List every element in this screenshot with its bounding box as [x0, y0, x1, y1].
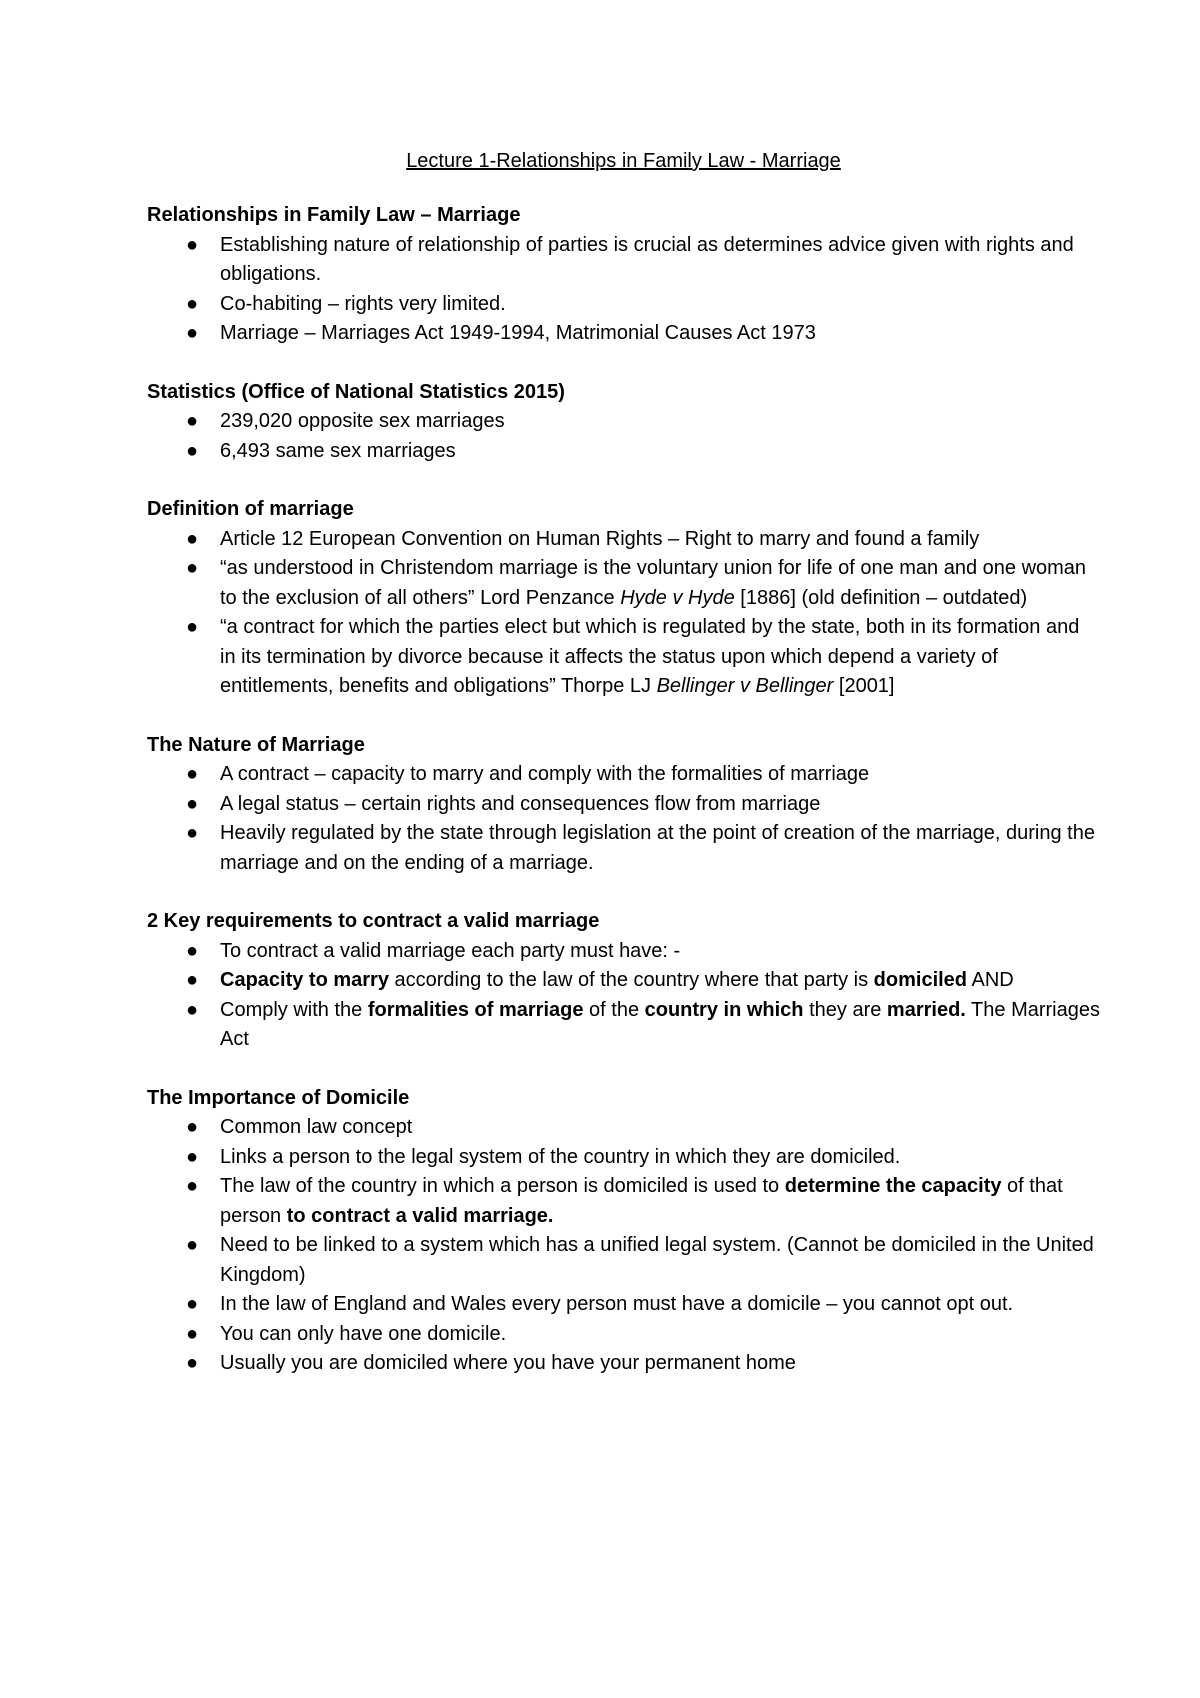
- list-item: [185, 290, 1100, 320]
- list-item-text: Need to be linked to a system which has a unified legal system. (Cannot be domiciled in the United Kingdom): [220, 1234, 1094, 1286]
- section-heading: The Nature of Marriage: [147, 733, 365, 756]
- bullet-icon: ●: [185, 322, 199, 344]
- list-item: [185, 1320, 1100, 1350]
- section: [147, 201, 1100, 349]
- list-item-text: married.: [886, 998, 966, 1021]
- list-item-text: “a contract for which the parties elect but which is regulated by the state, both in its formation and in its termination by divorce because it affects the status upon which depend a variety of entitlements, benefits and obligations” Thorpe LJ: [220, 616, 1080, 697]
- bullet-icon: ●: [185, 1322, 199, 1345]
- section: [147, 907, 1100, 1055]
- bullet-icon: ●: [185, 1293, 199, 1315]
- list-item-text: according to the law of the country where that party is: [388, 969, 874, 991]
- section-heading: Definition of marriage: [147, 498, 354, 520]
- list-item-text: Capacity to marry: [220, 969, 389, 991]
- bullet-icon: ●: [185, 969, 199, 991]
- section-heading: 2 Key requirements to contract a valid marriage: [147, 910, 600, 932]
- list-item: [185, 1143, 1100, 1173]
- list-item: [185, 437, 1100, 467]
- bullet-list: [147, 231, 1100, 349]
- list-item-text: To contract a valid marriage each party must have: -: [220, 939, 681, 962]
- list-item: [185, 231, 1100, 290]
- list-item-text: 239,020 opposite sex marriages: [220, 410, 505, 432]
- section: [147, 731, 1100, 879]
- list-item: [185, 760, 1100, 790]
- list-item-text: determine the capacity: [784, 1175, 1002, 1197]
- list-item: [185, 554, 1100, 613]
- bullet-list: [147, 407, 1100, 466]
- list-item-text: 6,493 same sex marriages: [220, 439, 456, 462]
- list-item: [185, 1231, 1100, 1290]
- bullet-list: [147, 760, 1100, 878]
- bullet-icon: ●: [185, 822, 199, 844]
- section: [147, 495, 1100, 702]
- bullet-icon: ●: [185, 939, 199, 962]
- bullet-icon: ●: [185, 292, 199, 315]
- list-item-text: You can only have one domicile.: [220, 1322, 507, 1345]
- bullet-icon: ●: [185, 1234, 199, 1256]
- section-heading: The Importance of Domicile: [147, 1086, 410, 1109]
- list-item-text: Bellinger v Bellinger: [656, 675, 834, 697]
- list-item-text: of that person: [220, 1175, 1063, 1227]
- list-item: [185, 1349, 1100, 1379]
- list-item: [185, 1172, 1100, 1231]
- list-item-text: country in which: [644, 998, 804, 1021]
- list-item: [185, 819, 1100, 878]
- bullet-icon: ●: [185, 410, 199, 432]
- list-item-text: of the: [583, 998, 645, 1021]
- list-item: [185, 1290, 1100, 1320]
- list-item: [185, 1113, 1100, 1143]
- list-item: [185, 790, 1100, 820]
- list-item-text: domiciled: [873, 969, 968, 991]
- list-item-text: A legal status – certain rights and consequences flow from marriage: [220, 792, 821, 815]
- bullet-list: [147, 937, 1100, 1055]
- bullet-icon: ●: [185, 998, 199, 1021]
- list-item-text: they are: [803, 998, 887, 1021]
- bullet-icon: ●: [185, 792, 199, 815]
- list-item: [185, 996, 1100, 1055]
- list-item-text: [1886] (old definition – outdated): [734, 586, 1028, 609]
- list-item-text: In the law of England and Wales every person must have a domicile – you cannot opt out.: [220, 1293, 1014, 1315]
- bullet-icon: ●: [185, 1352, 199, 1374]
- document-body: [147, 201, 1100, 1379]
- section: [147, 1084, 1100, 1379]
- list-item-text: Heavily regulated by the state through legislation at the point of creation of the marriage, during the marriage and on the ending of a marriage.: [220, 822, 1095, 874]
- list-item-text: The law of the country in which a person is domiciled is used to: [220, 1175, 785, 1197]
- list-item-text: Links a person to the legal system of the country in which they are domiciled.: [220, 1145, 901, 1168]
- bullet-icon: ●: [185, 616, 199, 638]
- section-heading: Statistics (Office of National Statistics 2015): [147, 380, 565, 403]
- list-item-text: [2001]: [833, 675, 895, 697]
- list-item-text: formalities of marriage: [367, 998, 584, 1021]
- list-item-text: Common law concept: [220, 1116, 413, 1138]
- list-item-text: to contract a valid marriage.: [286, 1204, 554, 1227]
- bullet-icon: ●: [185, 1116, 199, 1138]
- document-title: Lecture 1-Relationships in Family Law - Marriage: [406, 150, 841, 172]
- list-item: [185, 525, 1100, 555]
- list-item: [185, 613, 1100, 702]
- list-item-text: AND: [967, 969, 1014, 991]
- section-heading: Relationships in Family Law – Marriage: [147, 204, 521, 226]
- bullet-icon: ●: [185, 439, 199, 462]
- list-item: [185, 319, 1100, 349]
- list-item-text: Co-habiting – rights very limited.: [220, 292, 506, 315]
- bullet-icon: ●: [185, 763, 199, 785]
- list-item-text: Marriage – Marriages Act 1949-1994, Matrimonial Causes Act 1973: [220, 322, 816, 344]
- list-item: [185, 407, 1100, 437]
- list-item-text: Usually you are domiciled where you have your permanent home: [220, 1352, 796, 1374]
- bullet-list: [147, 525, 1100, 702]
- list-item-text: A contract – capacity to marry and comply with the formalities of marriage: [220, 763, 870, 785]
- bullet-icon: ●: [185, 1175, 199, 1197]
- bullet-icon: ●: [185, 1145, 199, 1168]
- bullet-list: [147, 1113, 1100, 1379]
- list-item-text: Hyde v Hyde: [620, 586, 735, 609]
- list-item-text: Establishing nature of relationship of parties is crucial as determines advice given with rights and obligations.: [220, 233, 1074, 285]
- list-item-text: The Marriages Act: [220, 998, 1100, 1050]
- list-item-text: Article 12 European Convention on Human Rights – Right to marry and found a family: [220, 527, 980, 550]
- bullet-icon: ●: [185, 557, 199, 579]
- bullet-icon: ●: [185, 527, 199, 550]
- list-item-text: “as understood in Christendom marriage is the voluntary union for life of one man and one woman to the exclusion of all others” Lord Penzance: [220, 557, 1087, 609]
- list-item: [185, 966, 1100, 996]
- bullet-icon: ●: [185, 233, 199, 256]
- list-item: [185, 937, 1100, 967]
- section: [147, 378, 1100, 467]
- list-item-text: Comply with the: [220, 998, 368, 1021]
